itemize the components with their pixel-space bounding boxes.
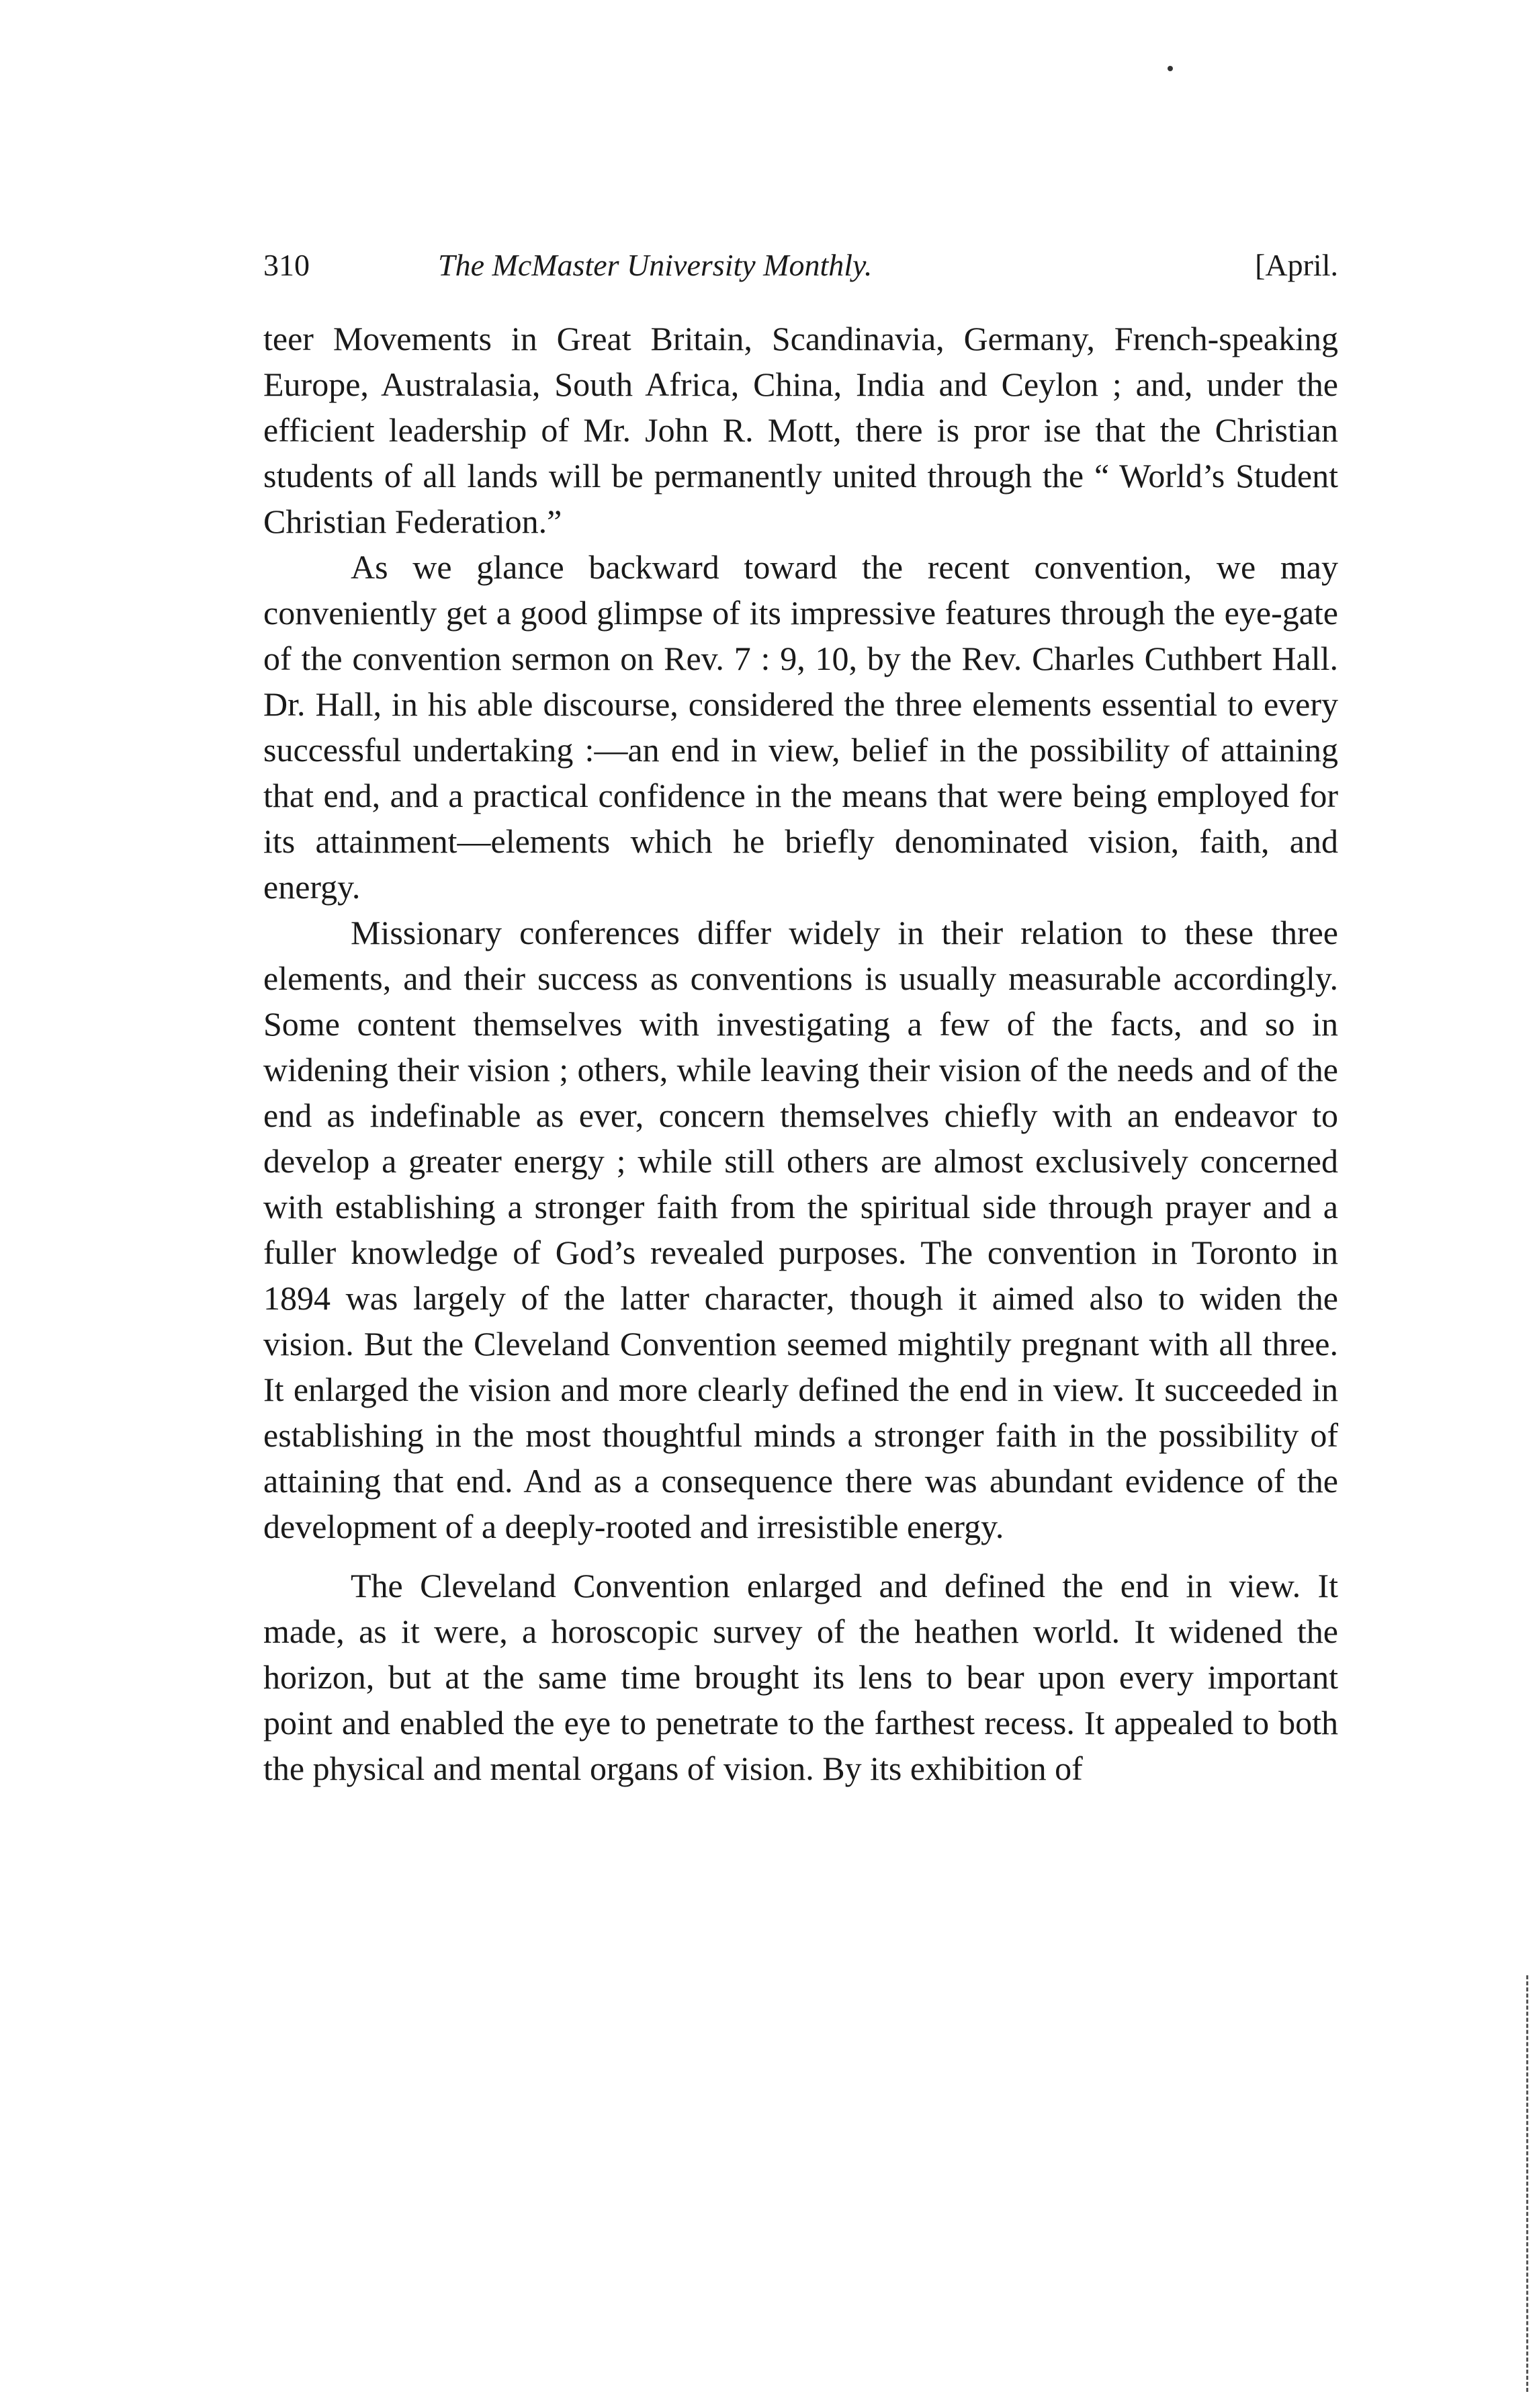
paragraph-continuation: teer Movements in Great Britain, Scandinavia, Germany, French-speaking Europe, Australasia, South Africa, China, India and Ceylon ; and, under the efficient leadership of Mr. John R. Mott, there is pror ise that the Christian students of all lands will be permanently united through the “ World’s Student Christian Federation.” (263, 320, 1338, 540)
journal-title: The McMaster University Monthly. (438, 248, 873, 282)
article-body (263, 316, 1338, 1791)
running-header (263, 242, 1338, 289)
ink-speck (1168, 66, 1173, 71)
paragraph-cleveland-convention: The Cleveland Convention enlarged and defined the end in view. It made, as it were, a horoscopic survey of the heathen world. It widened the horizon, but at the same time brought its lens to bear upon every important point and enabled the eye to penetrate to the farthest recess. It appealed to both the physical and mental organs of vision. By its exhibition of (263, 1567, 1338, 1787)
paragraph-convention-sermon: As we glance backward toward the recent convention, we may conveniently get a good glimpse of its impressive features through the eye-gate of the convention sermon on Rev. 7 : 9, 10, by the Rev. Charles Cuthbert Hall. Dr. Hall, in his able discourse, considered the three elements essential to every successful undertaking :—an end in view, belief in the possibility of attaining that end, and a practical confidence in the means that were being employed for its attainment—elements which he briefly denominated vision, faith, and energy. (263, 548, 1338, 906)
issue-month: [April. (1255, 248, 1338, 282)
scan-edge-marks (1526, 1975, 1532, 2392)
page-number: 310 (263, 248, 310, 282)
paragraph-missionary-conferences: Missionary conferences differ widely in their relation to these three elements, and their success as conventions is usually measurable accordingly. Some content themselves with investigating a few of the facts, and so in widening their vision ; others, while leaving their vision of the needs and of the end as indefinable as ever, concern themselves chiefly with an endeavor to develop a greater energy ; while still others are almost exclusively concerned with establishing a stronger faith from the spiritual side through prayer and a fuller knowledge of God’s revealed purposes. The convention in Toronto in 1894 was largely of the latter character, though it aimed also to widen the vision. But the Cleveland Convention seemed mightily pregnant with all three. It enlarged the vision and more clearly defined the end in view. It succeeded in establishing in the most thoughtful minds a stronger faith in the possibility of attaining that end. And as a consequence there was abundant evidence of the development of a deeply-rooted and irresistible energy. (263, 914, 1338, 1545)
